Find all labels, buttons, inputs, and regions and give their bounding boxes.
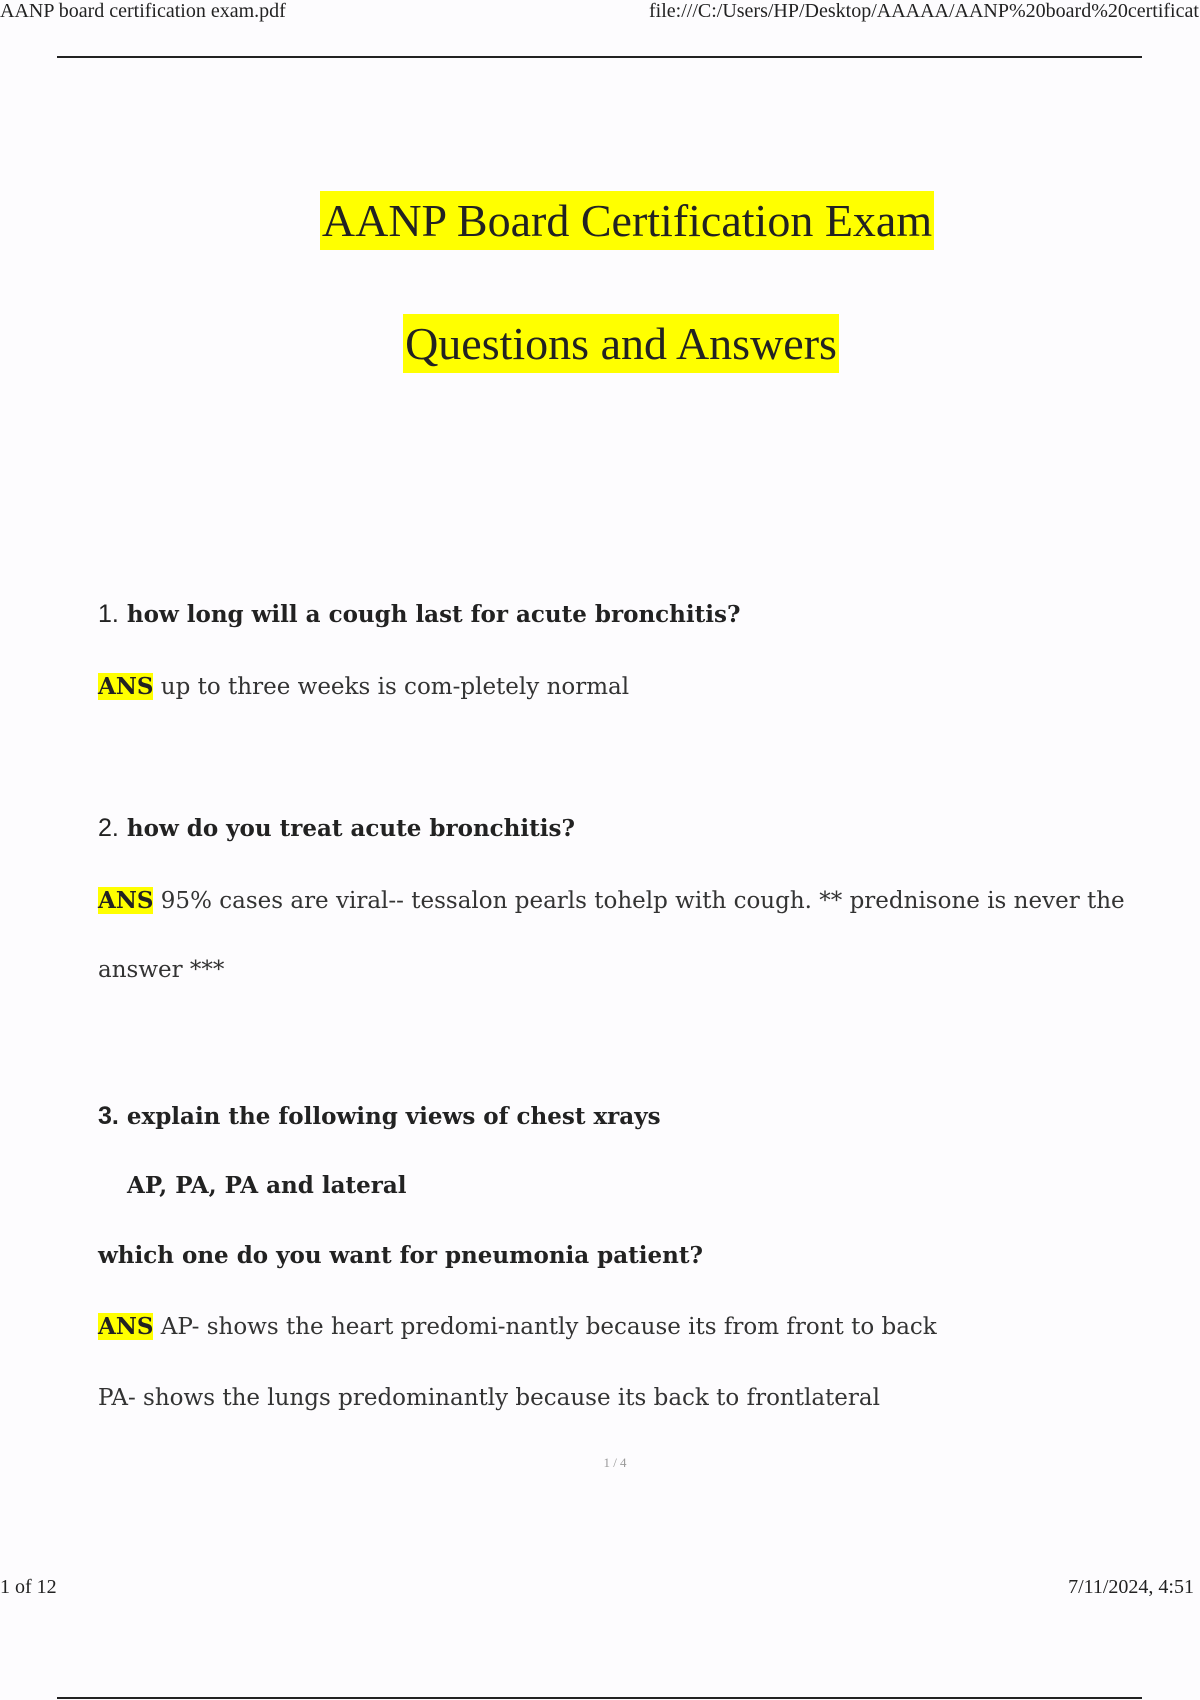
question-3-followup: which one do you want for pneumonia patient? <box>98 1242 703 1269</box>
header-divider <box>57 56 1142 58</box>
question-2: 2. how do you treat acute bronchitis? <box>98 814 575 842</box>
answer-3: ANS AP- shows the heart predomi-nantly because its from front to back <box>98 1313 937 1340</box>
print-datetime: 7/11/2024, 4:51 <box>1068 1576 1194 1598</box>
answer-2: ANS 95% cases are viral-- tessalon pearls tohelp with cough. ** prednisone is never the <box>98 887 1125 914</box>
document-title: AANP board certification exam.pdf <box>0 0 286 22</box>
answer-2-continued: answer *** <box>98 957 225 983</box>
page-indicator: 1 / 4 <box>603 1455 627 1470</box>
title-line-2: Questions and Answers <box>403 314 839 373</box>
file-url: file:///C:/Users/HP/Desktop/AAAAA/AANP%20board%20certificat <box>649 0 1199 22</box>
answer-3-continued: PA- shows the lungs predominantly because its back to frontlateral <box>98 1385 880 1411</box>
print-page-count: 1 of 12 <box>0 1576 57 1598</box>
question-3: 3. explain the following views of chest xrays <box>98 1102 661 1130</box>
question-1: 1. how long will a cough last for acute bronchitis? <box>98 600 741 628</box>
answer-1: ANS up to three weeks is com-pletely normal <box>98 673 630 700</box>
title-line-1: AANP Board Certification Exam <box>320 191 934 250</box>
question-3-options: AP, PA, PA and lateral <box>127 1172 407 1199</box>
footer-divider <box>57 1697 1142 1699</box>
